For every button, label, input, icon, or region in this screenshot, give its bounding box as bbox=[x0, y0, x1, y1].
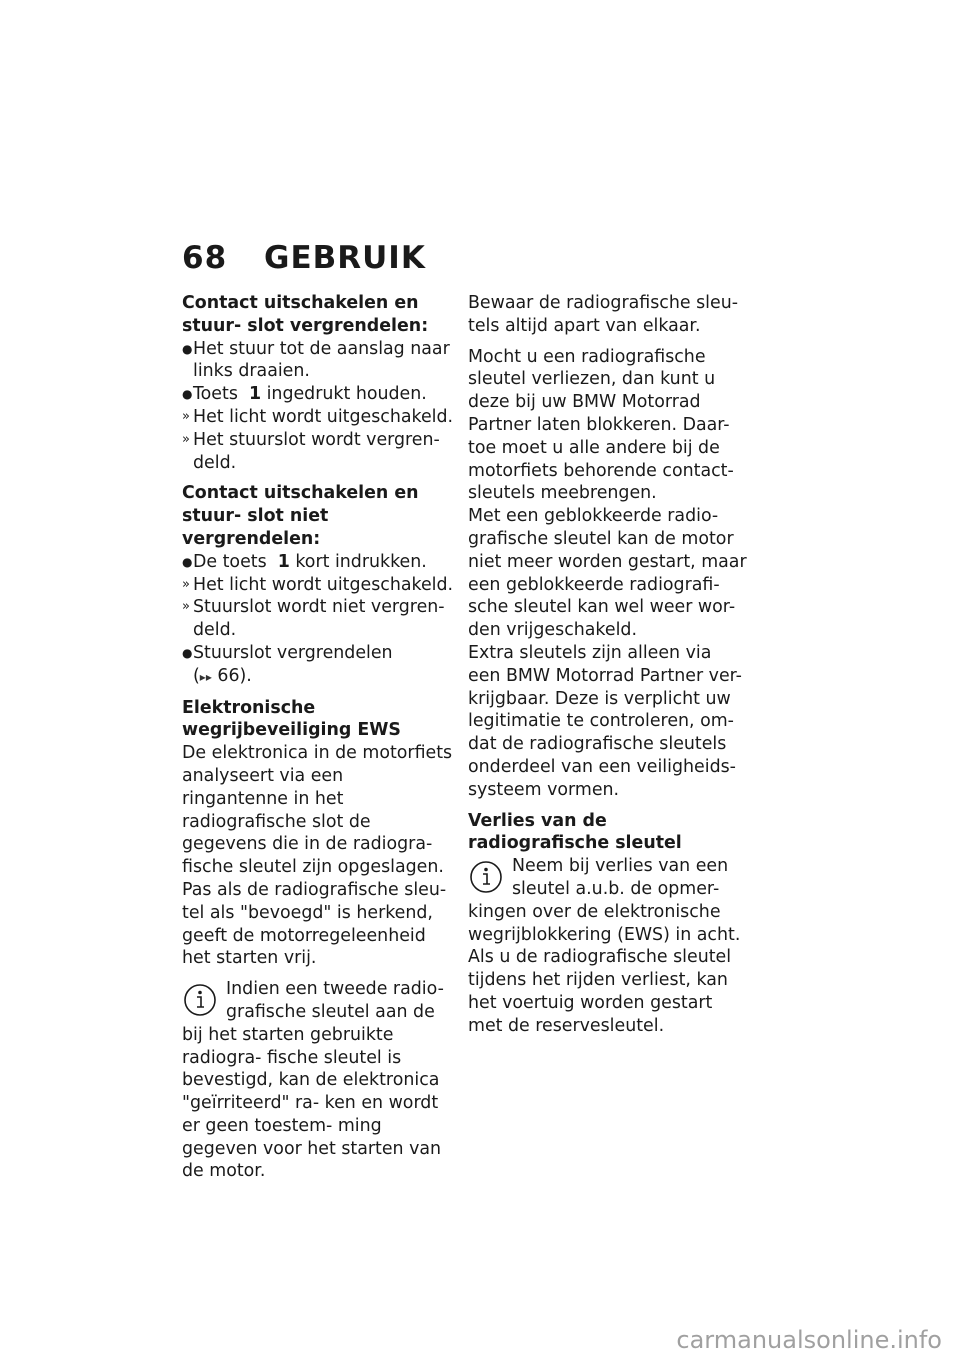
info-icon bbox=[182, 982, 218, 1018]
arrow-right-icon[interactable]: ▸▸ bbox=[199, 669, 212, 684]
step-text: ingedrukt houden. bbox=[266, 384, 427, 405]
paragraph: Met een geblokkeerde radio- grafische sleutel kan de motor niet meer worden gestart, maar een geblokkeerde radiografi- sche sleutel kan wel weer wor- den vrijgeschakeld. bbox=[468, 506, 747, 641]
result-arrow-icon: » bbox=[182, 576, 190, 592]
info-note bbox=[182, 978, 454, 1183]
page-header bbox=[182, 240, 426, 276]
result-text: Stuurslot wordt niet vergren- deld. bbox=[193, 597, 445, 641]
ref-open: ( bbox=[193, 665, 200, 686]
heading-lost-key: Verlies van de radiografische sleutel bbox=[468, 810, 682, 854]
bullet-icon: ● bbox=[182, 387, 193, 402]
result-text: Het licht wordt uitgeschakeld. bbox=[193, 574, 454, 595]
step-text: Stuurslot vergrendelen bbox=[193, 642, 393, 663]
heading-contact-lock: Contact uitschakelen en stuur- slot vergrendelen: bbox=[182, 293, 429, 336]
list-item bbox=[182, 574, 454, 597]
paragraph: De elektronica in de motorfiets analyseert via een ringantenne in het radiografische slot de gegevens die in de radiogra- fische sleutel zijn opgeslagen. Pas als de radiografische sleu- tel als "bevoegd" is herkend, geeft de motorregeleenheid het starten vrij. bbox=[182, 743, 453, 969]
paragraph: Extra sleutels zijn alleen via een BMW Motorrad Partner ver- krijgbaar. Deze is verplicht uw legitimatie te controleren, om- dat de radiografische sleutels onderdeel van een veiligheids- systeem vormen. bbox=[468, 642, 742, 800]
watermark: carmanualsonline.info bbox=[676, 1326, 942, 1354]
list-item bbox=[182, 429, 454, 475]
step-text: kort indrukken. bbox=[295, 551, 427, 572]
paragraph: Mocht u een radiografische sleutel verliezen, dan kunt u deze bij uw BMW Motorrad Partner laten blokkeren. Daar- toe moet u alle andere bij de motorfiets behorende contact- sleutels meebrengen. bbox=[468, 346, 734, 504]
heading-ews: Elektronische wegrijbeveiliging EWS bbox=[182, 697, 401, 741]
right-column bbox=[468, 292, 748, 1038]
left-column bbox=[182, 292, 454, 1183]
bullet-icon: ● bbox=[182, 341, 193, 356]
list-item bbox=[182, 642, 454, 689]
list-item bbox=[182, 596, 454, 642]
result-text: Het stuurslot wordt vergren- deld. bbox=[193, 429, 440, 473]
step-text: Toets bbox=[193, 384, 238, 405]
result-arrow-icon: » bbox=[182, 408, 190, 424]
result-arrow-icon: » bbox=[182, 431, 190, 447]
paragraph: Bewaar de radiografische sleu- tels altijd apart van elkaar. bbox=[468, 293, 738, 336]
step-text: De toets bbox=[193, 551, 267, 572]
page-reference[interactable]: 66). bbox=[217, 665, 252, 686]
heading-contact-nolock: Contact uitschakelen en stuur- slot niet vergrendelen: bbox=[182, 483, 419, 549]
paragraph: Als u de radiografische sleutel tijdens het rijden verliest, kan het voertuig worden gestart met de reservesleutel. bbox=[468, 947, 732, 1036]
note-text: Neem bij verlies van een sleutel a.u.b. de opmer- kingen over de elektronische wegrijblokkering (EWS) in acht. bbox=[468, 856, 741, 945]
list-item bbox=[182, 338, 454, 384]
list-item bbox=[182, 406, 454, 429]
result-arrow-icon: » bbox=[182, 599, 190, 615]
list-item bbox=[182, 551, 454, 574]
step-text: Het stuur tot de aanslag naar links draaien. bbox=[193, 338, 450, 382]
info-note bbox=[468, 855, 748, 946]
page-number: 68 bbox=[182, 240, 228, 276]
note-text: Indien een tweede radio- grafische sleutel aan de bij het starten gebruikte radiogra- fische sleutel is bevestigd, kan de elektronica "geïrriteerd" ra- ken en wordt er geen toestem- ming gegeven voor het starten van de motor. bbox=[182, 979, 444, 1182]
chapter-title: GEBRUIK bbox=[264, 240, 426, 276]
bullet-icon: ● bbox=[182, 645, 193, 660]
info-icon bbox=[468, 859, 504, 895]
key-number: 1 bbox=[248, 384, 262, 405]
key-number: 1 bbox=[277, 551, 290, 572]
result-text: Het licht wordt uitgeschakeld. bbox=[193, 406, 454, 427]
list-item bbox=[182, 383, 454, 406]
bullet-icon: ● bbox=[182, 554, 193, 569]
